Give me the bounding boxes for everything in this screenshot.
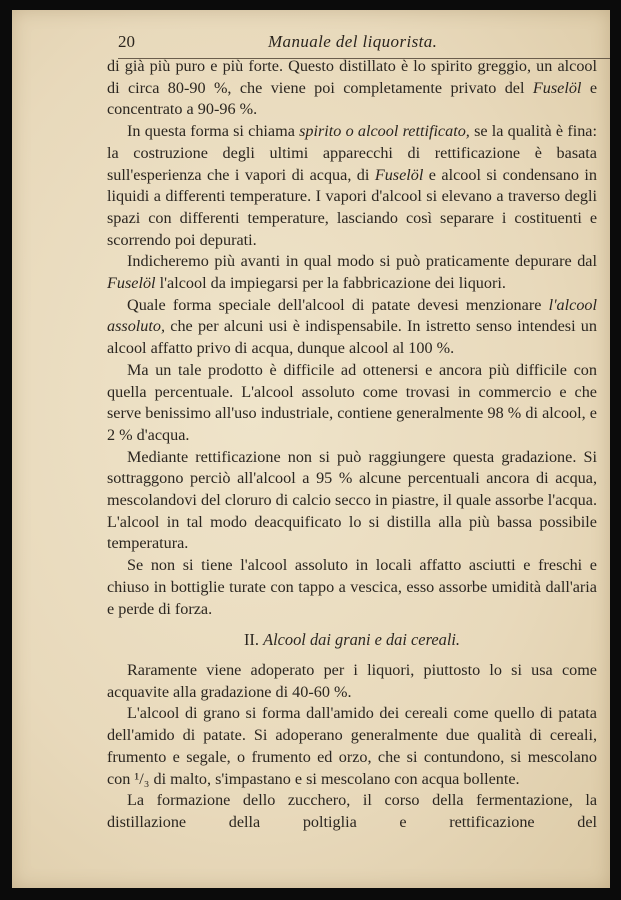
- paragraph-3: Indicheremo più avanti in qual modo si può praticamente depurare dal Fuselöl l'alcool da impiegarsi per la fabbricazione dei liquori.: [107, 252, 597, 293]
- section-heading: II. Alcool dai grani e dai cereali.: [243, 630, 461, 650]
- paragraph-9: L'alcool di grano si forma dall'amido dei cereali come quello di patata dell'amido di patate. Si adoperano generalmente due qualità di cereali, frumento e segale, o frumento ed orzo, che si contundono, si mescolano con ¹/₃ di malto, s'impastano e si mescolano con acqua bollente.: [107, 704, 597, 788]
- paragraph-10: La formazione dello zucchero, il corso della fermentazione, la distillazione della poltiglia e rettificazione del: [107, 791, 597, 831]
- paragraph-1: di già più puro e più forte. Questo distillato è lo spirito greggio, un alcool di circa 80-90 %, che viene poi completamente privato del Fuselöl e concentrato a 90-96 %.: [107, 57, 598, 119]
- page-body: [107, 56, 597, 834]
- paragraph-8: Raramente viene adoperato per i liquori, piuttosto lo si usa come acquavite alla gradazione di 40-60 %.: [107, 660, 597, 701]
- paragraph-5: Ma un tale prodotto è difficile ad ottenersi e ancora più difficile con quella percentuale. L'alcool assoluto come trovasi in commercio e che serve benissimo all'uso industriale, contiene generalmente 98 % di alcool, e 2 % d'acqua.: [107, 360, 597, 444]
- paragraph-2: In questa forma si chiama spirito o alcool rettificato, se la qualità è fina: la costruzione degli ultimi apparecchi di rettificazione è basata sull'esperienza che i vapori di acqua, di Fuselöl e alcool si condensano in liquidi a differenti temperature. I vapori d'alcool si elevano a traverso degli spazi con differenti temperature, lasciando così separare i costituenti e scorrendo poi depurati.: [107, 122, 597, 249]
- running-title: Manuale del liquorista.: [268, 32, 438, 51]
- paragraph-7: Se non si tiene l'alcool assoluto in locali affatto asciutti e freschi e chiuso in bottiglie turate con tappo a vescica, esso assorbe umidità dall'aria e perde di forza.: [107, 556, 597, 618]
- page-number: 20: [118, 32, 135, 51]
- paragraph-4: Quale forma speciale dell'alcool di patate devesi menzionare l'alcool assoluto, che per alcuni usi è indispensabile. In istretto senso intendesi un alcool affatto privo di acqua, dunque alcool al 100 %.: [107, 295, 597, 358]
- running-header: [118, 32, 610, 59]
- paragraph-6: Mediante rettificazione non si può raggiungere questa gradazione. Si sottraggono perciò all'alcool a 95 % alcune percentuali ancora di acqua, mescolandovi del cloruro di calcio secco in piastre, il quale assorbe l'acqua. L'alcool in tal modo deacquificato lo si distilla alla più bassa possibile temperatura.: [107, 447, 597, 553]
